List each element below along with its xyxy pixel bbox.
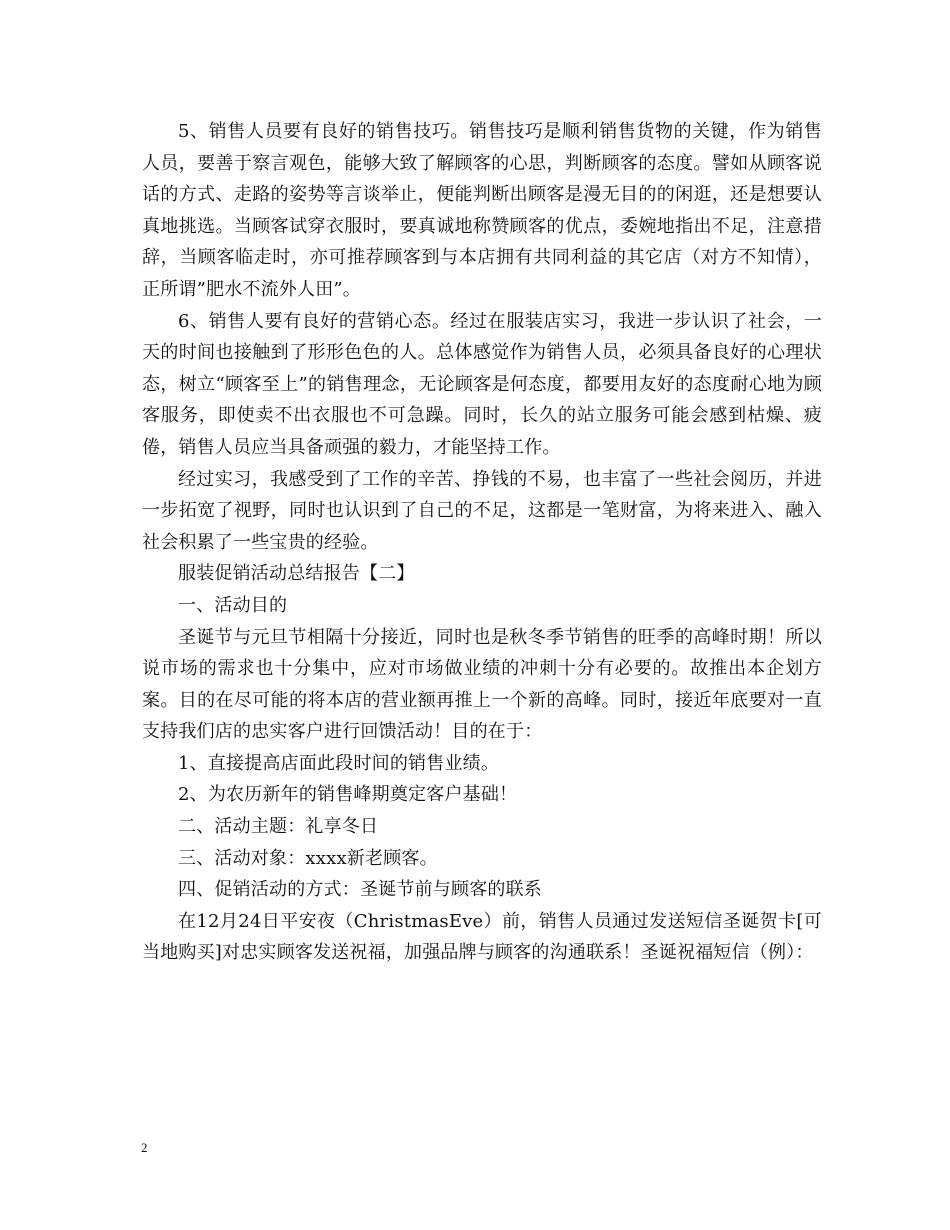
list-item-goal-2: 2、为农历新年的销售峰期奠定客户基础！ <box>178 784 518 806</box>
paragraph-sales-skills: 5、销售人员要有良好的销售技巧。销售技巧是顺利销售货物的关键，作为销售人员，要善于察言观色，能够大致了解顾客的心思，判断顾客的态度。譬如从顾客说话的方式、走路的姿势等言谈举止，便能判断出顾客是漫无目的的闲逛，还是想要认真地挑选。当顾客试穿衣服时，要真诚地称赞顾客的优点，委婉地指出不足，注意措辞，当顾客临走时，亦可推荐顾客到与本店拥有共同利益的其它店（对方不知情），正所谓”肥水不流外人田”。 <box>142 121 822 300</box>
heading-activity-purpose: 一、活动目的 <box>178 594 288 616</box>
page-number: 2 <box>141 1140 148 1155</box>
list-item-goal-1: 1、直接提高店面此段时间的销售业绩。 <box>178 752 500 774</box>
paragraph-christmas-contact: 在12月24日平安夜（ChristmasEve）前，销售人员通过发送短信圣诞贺卡[可当地购买]对忠实顾客发送祝福，加强品牌与顾客的沟通联系！圣诞祝福短信（例）： <box>142 910 822 964</box>
document-body <box>142 116 822 969</box>
heading-promotion-method: 四、促销活动的方式：圣诞节前与顾客的联系 <box>178 879 542 901</box>
heading-activity-theme: 二、活动主题：礼享冬日 <box>178 816 379 838</box>
paragraph-activity-purpose: 圣诞节与元旦节相隔十分接近，同时也是秋冬季节销售的旺季的高峰时期！所以说市场的需求也十分集中，应对市场做业绩的冲刺十分有必要的。故推出本企划方案。目的在尽可能的将本店的营业额再推上一个新的高峰。同时，接近年底要对一直支持我们店的忠实客户进行回馈活动！目的在于： <box>142 626 822 743</box>
paragraph-internship-summary: 经过实习，我感受到了工作的辛苦、挣钱的不易，也丰富了一些社会阅历，并进一步拓宽了视野，同时也认识到了自己的不足，这都是一笔财富，为将来进入、融入社会积累了一些宝贵的经验。 <box>142 468 822 553</box>
paragraph-sales-mindset: 6、销售人要有良好的营销心态。经过在服装店实习，我进一步认识了社会，一天的时间也接触到了形形色色的人。总体感觉作为销售人员，必须具备良好的心理状态，树立“顾客至上”的销售理念，无论顾客是何态度，都要用友好的态度耐心地为顾客服务，即使卖不出衣服也不可急躁。同时，长久的站立服务可能会感到枯燥、疲倦，销售人员应当具备顽强的毅力，才能坚持工作。 <box>142 310 822 458</box>
section-title-report-two: 服装促销活动总结报告【二】 <box>178 563 415 585</box>
heading-activity-target: 三、活动对象：xxxx新老顾客。 <box>178 847 438 869</box>
